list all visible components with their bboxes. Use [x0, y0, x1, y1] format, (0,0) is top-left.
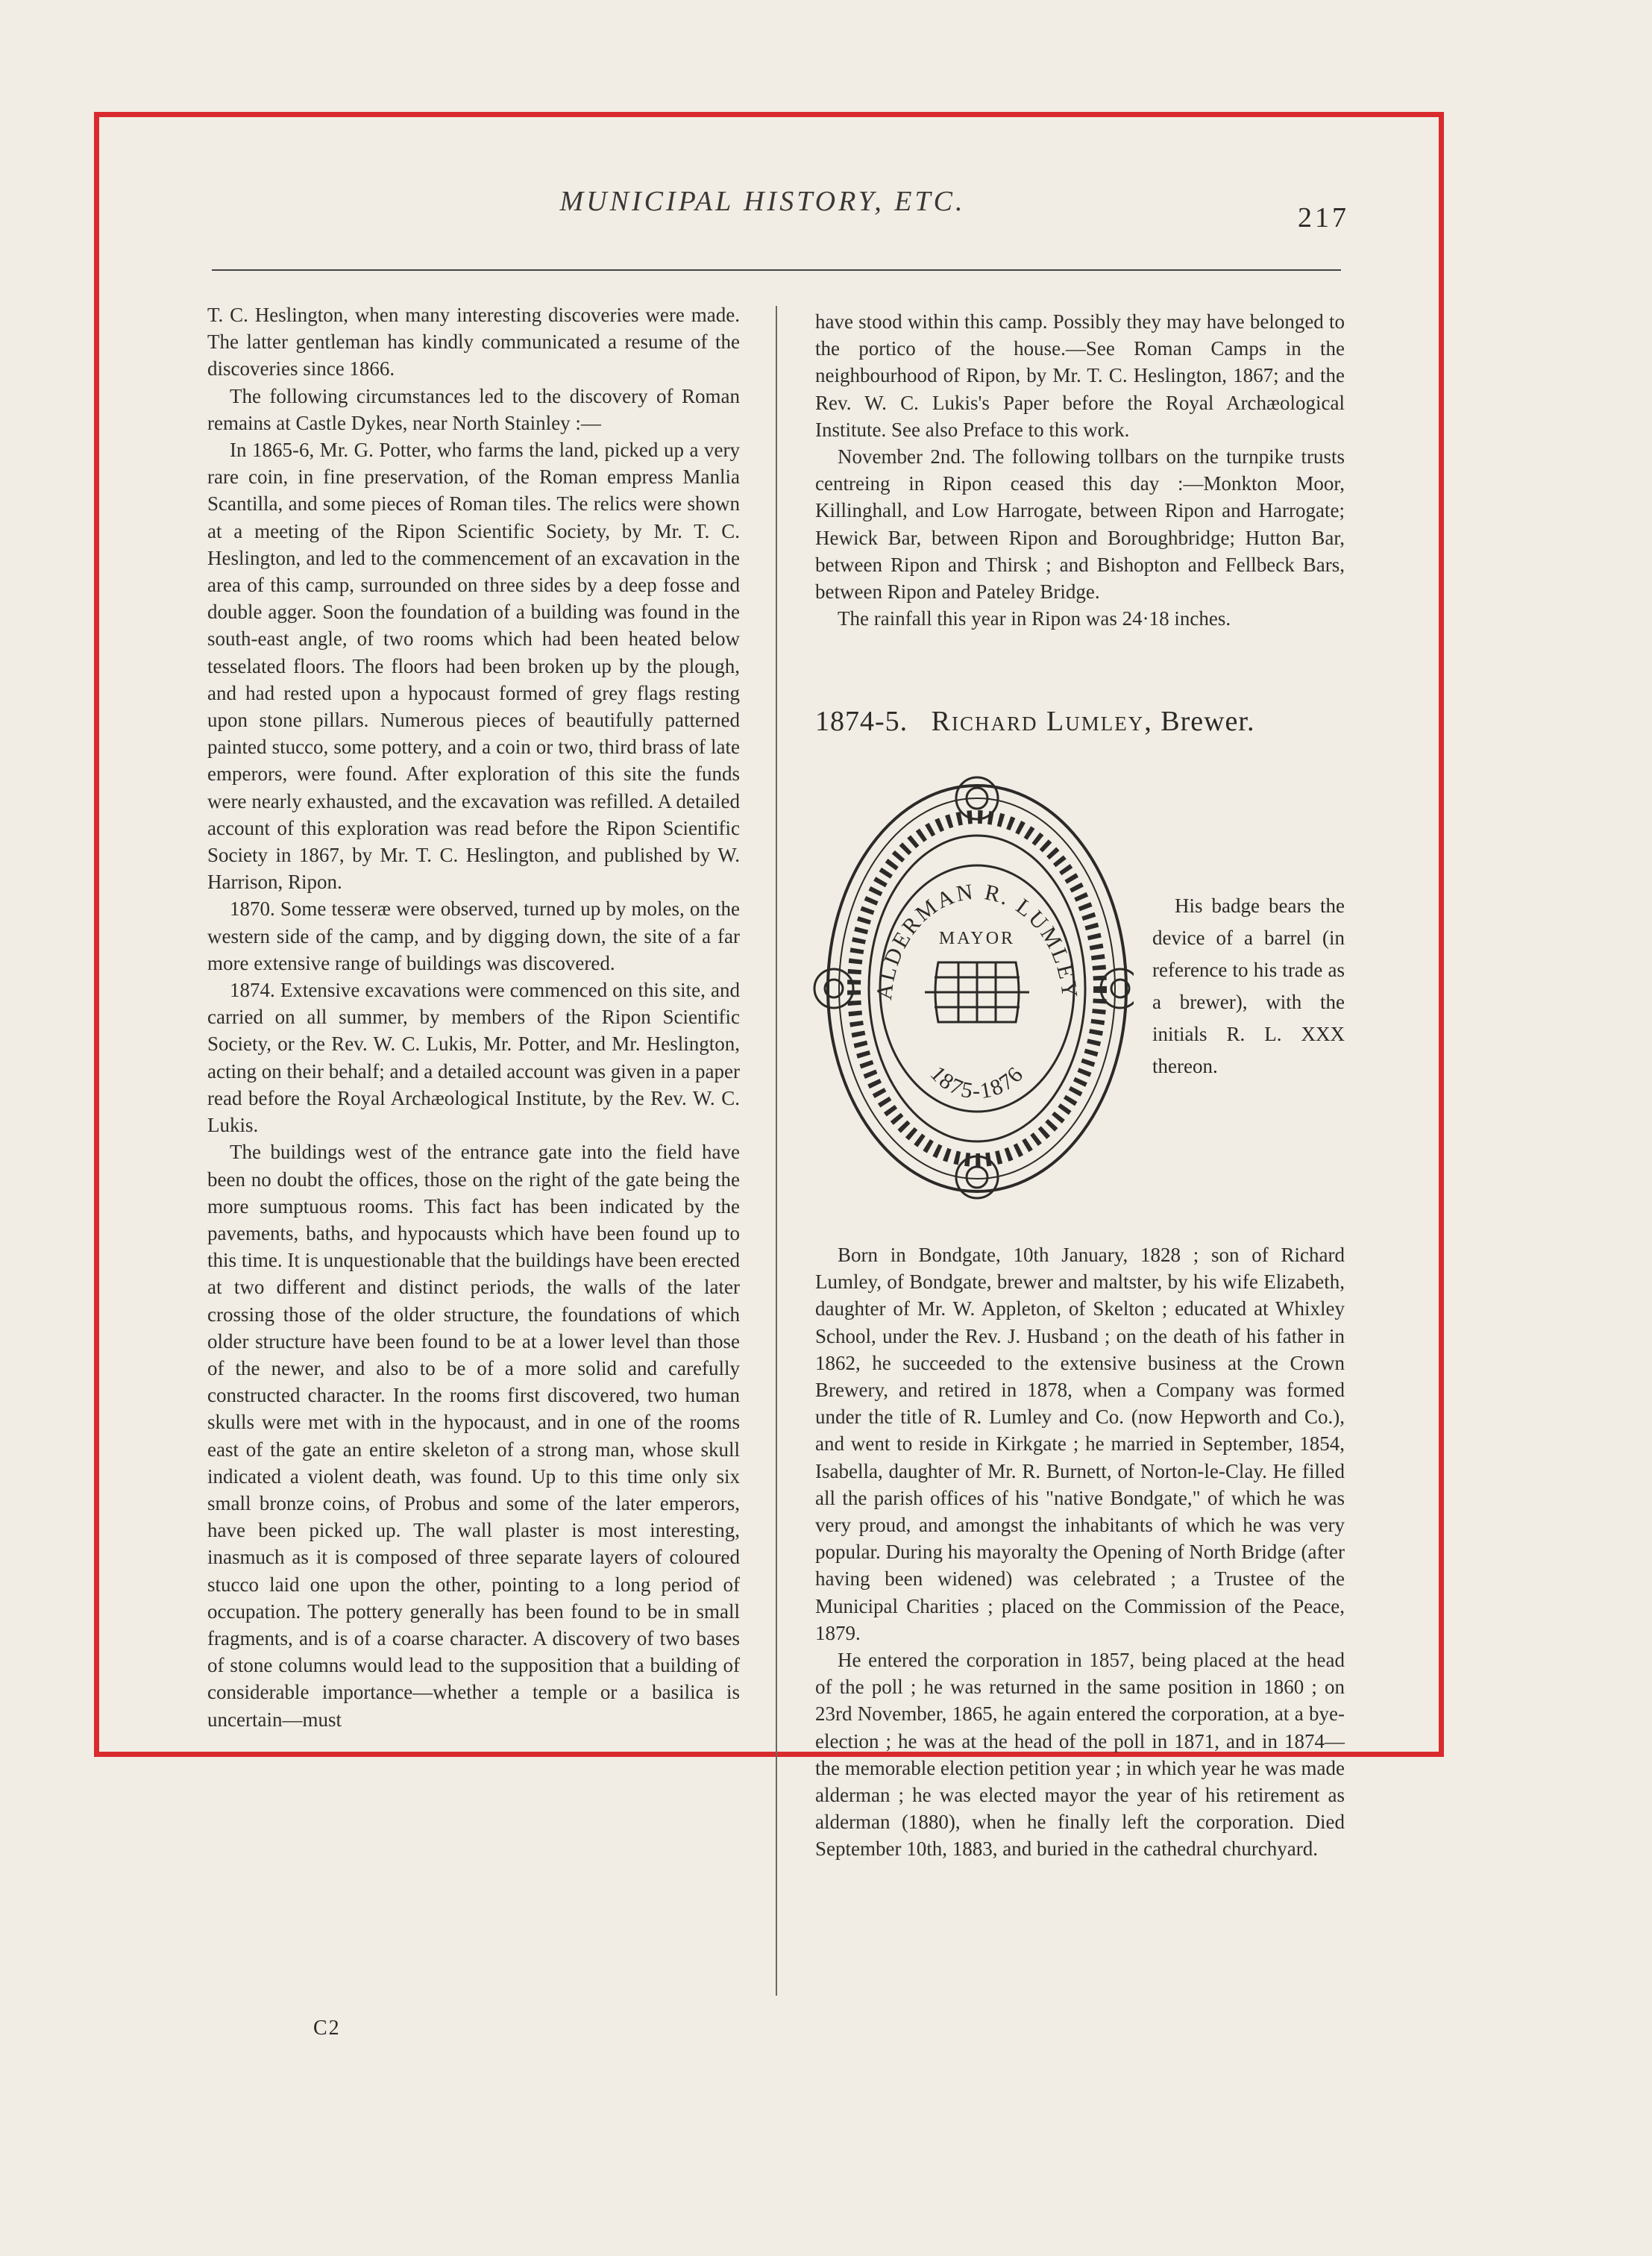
paragraph: 1870. Some tesseræ were observed, turned up by moles, on the western side of the camp, and by digging down, the site of a far more extensive range of buildings was discovered. [207, 897, 740, 974]
right-column-biography [815, 1241, 1345, 1863]
badge-inscription-top: ALDERMAN R. LUMLEY [871, 879, 1083, 1001]
badge-caption [1152, 890, 1345, 1082]
paragraph: Born in Bondgate, 10th January, 1828 ; son of Richard Lumley, of Bondgate, brewer and maltster, by his wife Elizabeth, daughter of Mr. W. Appleton, of Skelton ; educated at Whixley School, under the Rev. J. Husband ; on the death of his father in 1862, he succeeded to the extensive business at the Crown Brewery, and retired in 1878, when a Company was formed under the title of R. Lumley and Co. (now Hepworth and Co.), and went to reside in Kirkgate ; he married in September, 1854, Isabella, daughter of Mr. R. Burnett, of Norton-le-Clay. He filled all the parish offices of his "native Bondgate," of which he was very proud, and amongst the inhabitants of which he was very popular. During his mayoralty the Opening of North Bridge (after having been widened) was celebrated ; a Trustee of the Municipal Charities ; placed on the Commission of the Peace, 1879. [815, 1244, 1345, 1644]
mayor-heading [815, 705, 1352, 738]
mayor-trade: Brewer. [1161, 706, 1255, 737]
paragraph: In 1865-6, Mr. G. Potter, who farms the land, picked up a very rare coin, in fine preservation, of the Roman empress Manlia Scantilla, and some pieces of Roman tiles. The relics were shown at a meeting of the Ripon Scientific Society, by Mr. T. C. Heslington, and led to the commencement of an excavation in the area of this camp, surrounded on three sides by a deep fosse and double agger. Soon the foundation of a building was found in the south-east angle, of two rooms which had been heated below tesselated floors. The floors had been broken up by the plough, and had rested upon a hypocaust formed of grey flags resting upon stone pillars. Numerous pieces of beautifully patterned painted stucco, some pottery, and a coin or two, third brass of late emperors, were found. After exploration of this site the funds were nearly exhausted, and the excavation was refilled. A detailed account of this exploration was read before the Ripon Scientific Society in 1867, by Mr. T. C. Heslington, and published by W. Harrison, Ripon. [207, 439, 740, 894]
mayoral-badge-illustration [813, 768, 1134, 1216]
paragraph: T. C. Heslington, when many interesting discoveries were made. The latter gentleman has kindly communicated a resume of the discoveries since 1866. [207, 304, 740, 380]
left-column [207, 301, 740, 1733]
mayor-years: 1874-5. [815, 706, 908, 737]
paragraph: The buildings west of the entrance gate into the field have been no doubt the offices, those on the right of the gate being the more sumptuous rooms. This fact has been indicated by the pavements, baths, and hypocausts which have been found up to this time. It is unquestionable that the buildings have been erected at two different and distinct periods, the walls of the later crossing those of the older structure, the foundations of which older structure have been found to be at a lower level than those of the newer, and also to be of a more solid and carefully constructed character. In the rooms first discovered, two human skulls were met with in the hypocaust, and in one of the rooms east of the gate an entire skeleton of a strong man, whose skull indicated a violent death, was found. Up to this time only six small bronze coins, of Probus and some of the later emperors, have been picked up. The wall plaster is most interesting, inasmuch as it is composed of three separate layers of coloured stucco laid one upon the other, pointing to a long period of occupation. The pottery generally has been found to be in small fragments, and is of a coarse character. A discovery of two bases of stone columns would lead to the supposition that a building of considerable importance—whether a temple or a basilica is uncertain—must [207, 1141, 740, 1731]
column-divider [776, 306, 777, 1996]
right-column-top [815, 308, 1345, 632]
badge-inscription-years: 1875-1876 [925, 1061, 1029, 1104]
paragraph: The following circumstances led to the discovery of Roman remains at Castle Dykes, near North Stainley :— [207, 384, 740, 434]
paragraph: 1874. Extensive excavations were commenced on this site, and carried on all summer, by members of the Ripon Scientific Society, or the Rev. W. C. Lukis, Mr. Potter, and Mr. Heslington, acting on their behalf; and a detailed account was given in a paper read before the Royal Archæological Institute, by the Rev. W. C. Lukis. [207, 979, 740, 1137]
header-rule [212, 269, 1341, 271]
signature-mark: C2 [313, 2017, 341, 2040]
paragraph: The rainfall this year in Ripon was 24·18 inches. [838, 607, 1231, 630]
running-title: MUNICIPAL HISTORY, ETC. [559, 186, 966, 217]
badge-inscription-mayor: MAYOR [938, 929, 1016, 948]
rosette-left [814, 969, 853, 1008]
badge-caption-text: His badge bears the device of a barrel (in reference to his trade as a brewer), with the initials R. L. XXX thereon. [1152, 894, 1345, 1077]
mayor-name: Richard Lumley, [931, 706, 1153, 737]
paragraph: He entered the corporation in 1857, being placed at the head of the poll ; he was returned in the same position in 1860 ; on 23rd November, 1865, he again entered the corporation, at a bye-election ; he was at the head of the poll in 1871, and in 1874—the memorable election petition year ; in which year he was made alderman ; he was elected mayor the year of his retirement as alderman (1880), when he finally left the corporation. Died September 10th, 1883, and buried in the cathedral churchyard. [815, 1649, 1345, 1861]
paragraph: November 2nd. The following tollbars on the turnpike trusts centreing in Ripon ceased this day :—Monkton Moor, Killinghall, and Low Harrogate, between Ripon and Harrogate; Hewick Bar, between Ripon and Boroughbridge; Hutton Bar, between Ripon and Thirsk ; and Bishopton and Fellbeck Bars, between Ripon and Pateley Bridge. [815, 445, 1345, 604]
page-number: 217 [1298, 202, 1349, 234]
paragraph: have stood within this camp. Possibly they may have belonged to the portico of the house.—See Roman Camps in the neighbourhood of Ripon, by Mr. T. C. Heslington, 1867; and the Rev. W. C. Lukis's Paper before the Royal Archæological Institute. See also Preface to this work. [815, 310, 1345, 441]
